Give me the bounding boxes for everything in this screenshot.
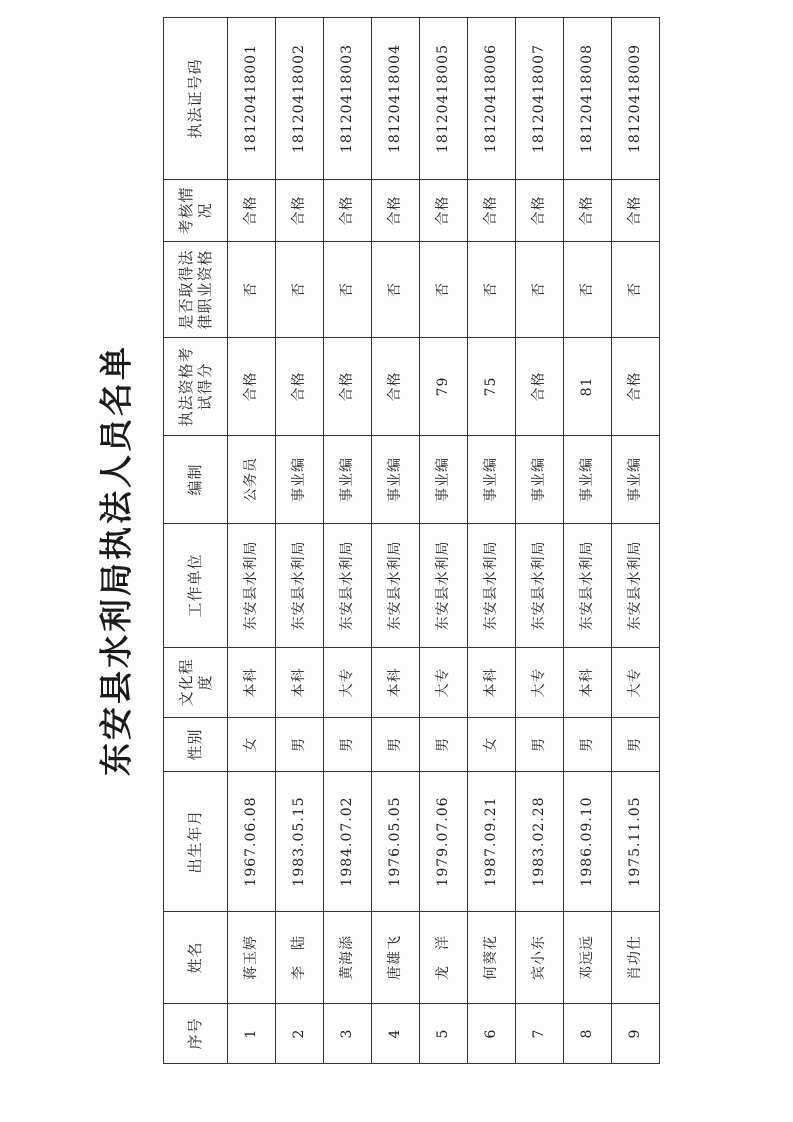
assessment-result-cell: 合格 [420, 180, 468, 242]
education-cell: 大专 [420, 648, 468, 718]
table-row [228, 18, 276, 1064]
table-row [276, 18, 324, 1064]
gender-cell: 男 [612, 718, 660, 772]
staffing-type-cell: 事业编 [420, 436, 468, 524]
assessment-result-cell: 合格 [228, 180, 276, 242]
birth-date-cell: 1983.02.28 [516, 772, 564, 912]
legal-qualification-cell: 否 [516, 242, 564, 338]
person-name-cell: 邓远远 [564, 912, 612, 1004]
birth-date-cell: 1984.07.02 [324, 772, 372, 912]
work-unit-cell: 东安县水利局 [612, 524, 660, 648]
table-row [564, 18, 612, 1064]
row-number-cell: 8 [564, 1004, 612, 1064]
legal-qualification-cell: 否 [276, 242, 324, 338]
person-name-cell: 黄海添 [324, 912, 372, 1004]
staffing-type-cell: 公务员 [228, 436, 276, 524]
license-number-cell: 18120418004 [372, 18, 420, 180]
license-number-cell: 18120418008 [564, 18, 612, 180]
work-unit-cell: 东安县水利局 [516, 524, 564, 648]
gender-cell: 男 [324, 718, 372, 772]
assessment-result-cell: 合格 [516, 180, 564, 242]
row-number-cell: 7 [516, 1004, 564, 1064]
legal-qualification-cell: 否 [372, 242, 420, 338]
header-cell: 执法证号码 [164, 18, 228, 180]
table-row [612, 18, 660, 1064]
assessment-result-cell: 合格 [564, 180, 612, 242]
row-number-cell: 9 [612, 1004, 660, 1064]
work-unit-cell: 东安县水利局 [420, 524, 468, 648]
birth-date-cell: 1967.06.08 [228, 772, 276, 912]
table-header-row [164, 18, 228, 1064]
staffing-type-cell: 事业编 [324, 436, 372, 524]
table-row [516, 18, 564, 1064]
education-cell: 本科 [276, 648, 324, 718]
legal-qualification-cell: 否 [468, 242, 516, 338]
table-row [420, 18, 468, 1064]
staffing-type-cell: 事业编 [468, 436, 516, 524]
staffing-type-cell: 事业编 [564, 436, 612, 524]
birth-date-cell: 1975.11.05 [612, 772, 660, 912]
page-title-text: 东安县水利局执法人员名单 [96, 344, 136, 776]
license-number-cell: 18120418001 [228, 18, 276, 180]
education-cell: 本科 [564, 648, 612, 718]
exam-score-cell: 合格 [276, 338, 324, 436]
table-row [468, 18, 516, 1064]
header-cell: 是否取得法律职业资格 [164, 242, 228, 338]
exam-score-cell: 合格 [324, 338, 372, 436]
staffing-type-cell: 事业编 [516, 436, 564, 524]
birth-date-cell: 1986.09.10 [564, 772, 612, 912]
row-number-cell: 3 [324, 1004, 372, 1064]
gender-cell: 男 [420, 718, 468, 772]
education-cell: 本科 [372, 648, 420, 718]
gender-cell: 男 [564, 718, 612, 772]
legal-qualification-cell: 否 [420, 242, 468, 338]
license-number-cell: 18120418006 [468, 18, 516, 180]
exam-score-cell: 合格 [612, 338, 660, 436]
gender-cell: 男 [276, 718, 324, 772]
gender-cell: 男 [516, 718, 564, 772]
assessment-result-cell: 合格 [372, 180, 420, 242]
gender-cell: 女 [228, 718, 276, 772]
assessment-result-cell: 合格 [612, 180, 660, 242]
exam-score-cell: 合格 [372, 338, 420, 436]
birth-date-cell: 1979.07.06 [420, 772, 468, 912]
education-cell: 大专 [516, 648, 564, 718]
gender-cell: 男 [372, 718, 420, 772]
legal-qualification-cell: 否 [612, 242, 660, 338]
legal-qualification-cell: 否 [564, 242, 612, 338]
legal-qualification-cell: 否 [228, 242, 276, 338]
education-cell: 本科 [228, 648, 276, 718]
header-cell: 序号 [164, 1004, 228, 1064]
row-number-cell: 1 [228, 1004, 276, 1064]
person-name-cell: 宾小东 [516, 912, 564, 1004]
education-cell: 大专 [612, 648, 660, 718]
staffing-type-cell: 事业编 [612, 436, 660, 524]
header-cell: 工作单位 [164, 524, 228, 648]
table-row [324, 18, 372, 1064]
license-number-cell: 18120418005 [420, 18, 468, 180]
exam-score-cell: 合格 [516, 338, 564, 436]
license-number-cell: 18120418007 [516, 18, 564, 180]
gender-cell: 女 [468, 718, 516, 772]
work-unit-cell: 东安县水利局 [228, 524, 276, 648]
header-cell: 文化程度 [164, 648, 228, 718]
row-number-cell: 2 [276, 1004, 324, 1064]
row-number-cell: 4 [372, 1004, 420, 1064]
row-number-cell: 5 [420, 1004, 468, 1064]
header-cell: 出生年月 [164, 772, 228, 912]
exam-score-cell: 75 [468, 338, 516, 436]
header-cell: 性别 [164, 718, 228, 772]
birth-date-cell: 1983.05.15 [276, 772, 324, 912]
header-cell: 编制 [164, 436, 228, 524]
assessment-result-cell: 合格 [468, 180, 516, 242]
person-name-cell: 何葵花 [468, 912, 516, 1004]
exam-score-cell: 合格 [228, 338, 276, 436]
legal-qualification-cell: 否 [324, 242, 372, 338]
education-cell: 大专 [324, 648, 372, 718]
work-unit-cell: 东安县水利局 [324, 524, 372, 648]
education-cell: 本科 [468, 648, 516, 718]
birth-date-cell: 1987.09.21 [468, 772, 516, 912]
person-name-cell: 李 陆 [276, 912, 324, 1004]
license-number-cell: 18120418009 [612, 18, 660, 180]
license-number-cell: 18120418002 [276, 18, 324, 180]
person-name-cell: 龙 洋 [420, 912, 468, 1004]
person-name-cell: 蒋玉婷 [228, 912, 276, 1004]
work-unit-cell: 东安县水利局 [372, 524, 420, 648]
work-unit-cell: 东安县水利局 [276, 524, 324, 648]
assessment-result-cell: 合格 [276, 180, 324, 242]
header-cell: 考核情况 [164, 180, 228, 242]
person-name-cell: 肖功仕 [612, 912, 660, 1004]
roster-table-container [163, 44, 660, 1064]
header-cell: 姓名 [164, 912, 228, 1004]
person-name-cell: 唐雄飞 [372, 912, 420, 1004]
assessment-result-cell: 合格 [324, 180, 372, 242]
birth-date-cell: 1976.05.05 [372, 772, 420, 912]
exam-score-cell: 79 [420, 338, 468, 436]
roster-table-body [164, 18, 660, 1064]
work-unit-cell: 东安县水利局 [468, 524, 516, 648]
staffing-type-cell: 事业编 [372, 436, 420, 524]
row-number-cell: 6 [468, 1004, 516, 1064]
license-number-cell: 18120418003 [324, 18, 372, 180]
roster-table [163, 17, 660, 1064]
table-row [372, 18, 420, 1064]
staffing-type-cell: 事业编 [276, 436, 324, 524]
header-cell: 执法资格考试得分 [164, 338, 228, 436]
work-unit-cell: 东安县水利局 [564, 524, 612, 648]
exam-score-cell: 81 [564, 338, 612, 436]
